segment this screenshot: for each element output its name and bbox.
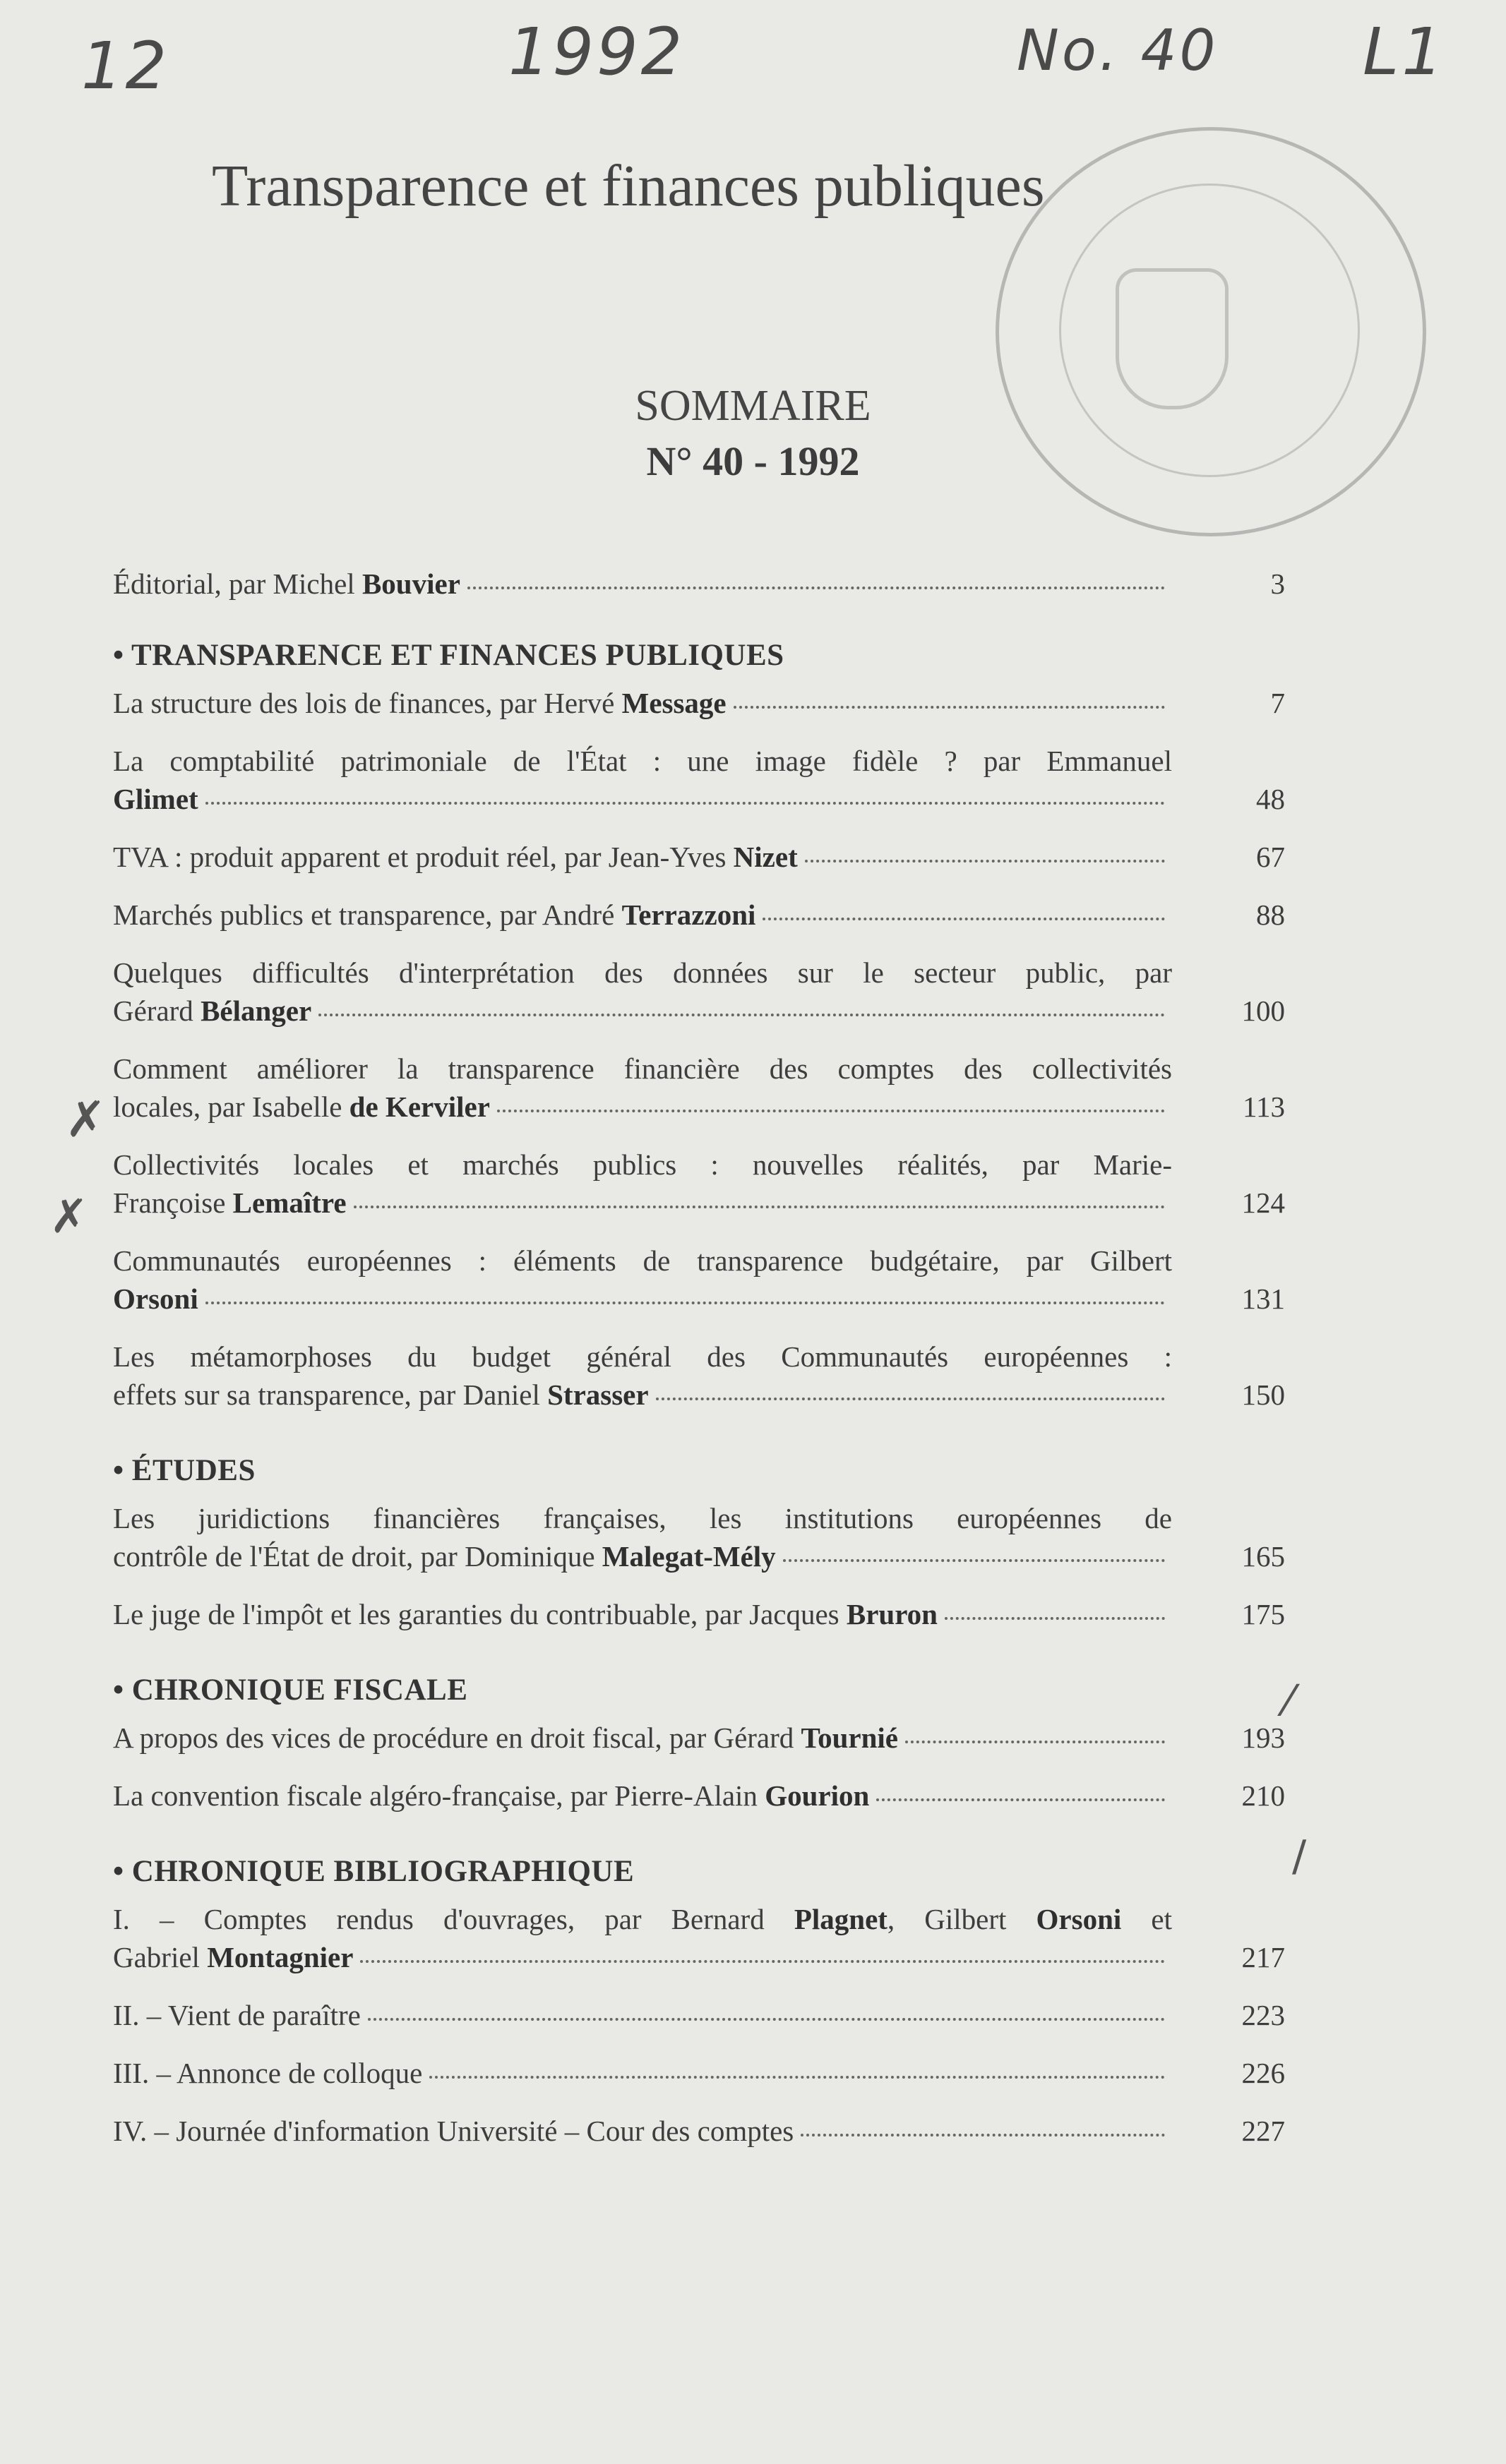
entry-author: Glimet (113, 783, 198, 815)
entry-text: Gérard (113, 994, 201, 1027)
toc-entry (113, 1996, 1285, 2034)
entry-page: 150 (1241, 1378, 1285, 1411)
toc-entry (113, 1900, 1285, 1976)
entry-text: TVA : produit apparent et produit réel, par Jean-Yves (113, 841, 734, 873)
entry-text: Marchés publics et transparence, par André (113, 899, 622, 931)
entry-text: contrôle de l'État de droit, par Dominique (113, 1540, 602, 1573)
entry-line: La comptabilité patrimoniale de l'État : une image fidèle ? par Emmanuel (113, 745, 1172, 777)
entry-author: de Kerviler (349, 1090, 490, 1123)
sommaire-heading: SOMMAIRE (635, 382, 871, 430)
section-heading-chronique-fiscale: • CHRONIQUE FISCALE (113, 1673, 468, 1707)
handwritten-number: 12 (81, 28, 170, 104)
section-heading-etudes: • ÉTUDES (113, 1454, 256, 1487)
entry-author: Plagnet (794, 1903, 888, 1935)
leader-dots (905, 1741, 1165, 1743)
toc-entry (113, 838, 1285, 876)
entry-text: Le juge de l'impôt et les garanties du contribuable, par Jacques (113, 1598, 847, 1630)
entry-page: 88 (1256, 899, 1285, 931)
journal-title: Transparence et finances publiques (212, 153, 1045, 219)
entry-line: Les métamorphoses du budget général des Communautés européennes : (113, 1340, 1172, 1373)
entry-text: locales, par Isabelle (113, 1090, 349, 1123)
leader-dots (360, 1960, 1165, 1963)
entry-author: Strasser (547, 1378, 649, 1411)
entry-text: A propos des vices de procédure en droit fiscal, par Gérard (113, 1721, 801, 1754)
leader-dots (656, 1398, 1165, 1400)
entry-author: Tournié (801, 1721, 899, 1754)
entry-page: 226 (1241, 2057, 1285, 2089)
entry-text: Éditorial, par Michel (113, 567, 362, 600)
entry-author: Bouvier (361, 567, 460, 600)
toc-entry (113, 954, 1285, 1030)
toc-entry (113, 1499, 1285, 1575)
toc-entry (113, 2054, 1285, 2092)
entry-page: 113 (1243, 1090, 1285, 1123)
entry-author: Montagnier (207, 1941, 354, 1973)
toc-entry (113, 1146, 1285, 1222)
entry-text: III. – Annonce de colloque (113, 2057, 423, 2089)
entry-page: 3 (1270, 567, 1285, 600)
toc-entry (113, 896, 1285, 934)
tick-mark-icon: ∕ (1292, 1832, 1307, 1881)
entry-author: Gourion (765, 1779, 870, 1812)
entry-page: 100 (1241, 994, 1285, 1027)
leader-dots (734, 706, 1165, 709)
entry-page: 48 (1256, 783, 1285, 815)
issue-number: N° 40 - 1992 (646, 438, 860, 484)
cross-mark-icon: ✗ (65, 1090, 107, 1148)
entry-text: Françoise (113, 1186, 233, 1219)
tick-mark-icon: ⁄ (1285, 1676, 1293, 1726)
handwritten-code: L1 (1363, 14, 1446, 90)
leader-dots (205, 1302, 1165, 1304)
section-heading-chronique-bibliographique: • CHRONIQUE BIBLIOGRAPHIQUE (113, 1855, 635, 1888)
entry-line: Quelques difficultés d'interprétation des données sur le secteur public, par (113, 956, 1172, 989)
entry-text: II. – Vient de paraître (113, 1999, 361, 2031)
entry-page: 175 (1241, 1598, 1285, 1630)
leader-dots (783, 1559, 1165, 1562)
leader-dots (945, 1617, 1165, 1620)
toc-entry (113, 1595, 1285, 1633)
entry-page: 193 (1241, 1721, 1285, 1754)
toc-entry-editorial (113, 565, 1285, 603)
entry-text: , Gilbert (887, 1903, 1036, 1935)
leader-dots (763, 918, 1165, 920)
toc-entry (113, 1338, 1285, 1414)
entry-text: La structure des lois de finances, par Hervé (113, 687, 622, 719)
handwritten-issue: No. 40 (1017, 18, 1219, 83)
toc-entry (113, 1050, 1285, 1126)
leader-dots (497, 1110, 1165, 1112)
entry-text: IV. – Journée d'information Université – Cour des comptes (113, 2115, 794, 2147)
entry-page: 223 (1241, 1999, 1285, 2031)
leader-dots (354, 1206, 1165, 1208)
entry-line: Les juridictions financières françaises, les institutions européennes de (113, 1502, 1172, 1534)
entry-page: 131 (1241, 1282, 1285, 1315)
leader-dots (429, 2076, 1165, 2079)
entry-line: Comment améliorer la transparence financière des comptes des collectivités (113, 1052, 1172, 1085)
leader-dots (805, 860, 1165, 863)
entry-line: Collectivités locales et marchés publics : nouvelles réalités, par Marie- (113, 1148, 1172, 1181)
toc-entry (113, 1242, 1285, 1318)
cross-mark-icon: ✗ (49, 1189, 89, 1244)
table-of-contents (113, 565, 1285, 2170)
toc-entry (113, 684, 1285, 722)
entry-author: Terrazzoni (621, 899, 756, 931)
leader-dots (318, 1014, 1165, 1016)
entry-page: 7 (1270, 687, 1285, 719)
toc-entry (113, 1719, 1285, 1757)
handwritten-year: 1992 (508, 14, 686, 90)
leader-dots (801, 2134, 1165, 2137)
entry-line: Communautés européennes : éléments de transparence budgétaire, par Gilbert (113, 1244, 1172, 1277)
leader-dots (467, 587, 1165, 589)
entry-page: 124 (1241, 1186, 1285, 1219)
entry-author: Bélanger (201, 994, 312, 1027)
toc-entry (113, 742, 1285, 818)
entry-text: effets sur sa transparence, par Daniel (113, 1378, 548, 1411)
leader-dots (205, 802, 1165, 805)
leader-dots (368, 2018, 1165, 2021)
entry-author: Orsoni (1036, 1903, 1122, 1935)
entry-author: Bruron (846, 1598, 938, 1630)
toc-entry (113, 2112, 1285, 2150)
entry-page: 227 (1241, 2115, 1285, 2147)
entry-author: Nizet (733, 841, 798, 873)
entry-text: I. – Comptes rendus d'ouvrages, par Bernard (113, 1903, 794, 1935)
entry-text: La convention fiscale algéro-française, par Pierre-Alain (113, 1779, 765, 1812)
entry-text: et (1121, 1903, 1172, 1935)
entry-author: Message (621, 687, 727, 719)
leader-dots (876, 1798, 1165, 1801)
section-heading-transparence: • TRANSPARENCE ET FINANCES PUBLIQUES (113, 639, 784, 672)
entry-text: Gabriel (113, 1941, 208, 1973)
entry-page: 67 (1256, 841, 1285, 873)
entry-author: Orsoni (113, 1282, 198, 1315)
entry-author: Lemaître (232, 1186, 347, 1219)
entry-page: 217 (1241, 1941, 1285, 1973)
entry-page: 210 (1241, 1779, 1285, 1812)
toc-entry (113, 1777, 1285, 1815)
entry-line (113, 1900, 1285, 1938)
entry-page: 165 (1241, 1540, 1285, 1573)
entry-author: Malegat-Mély (602, 1540, 776, 1573)
